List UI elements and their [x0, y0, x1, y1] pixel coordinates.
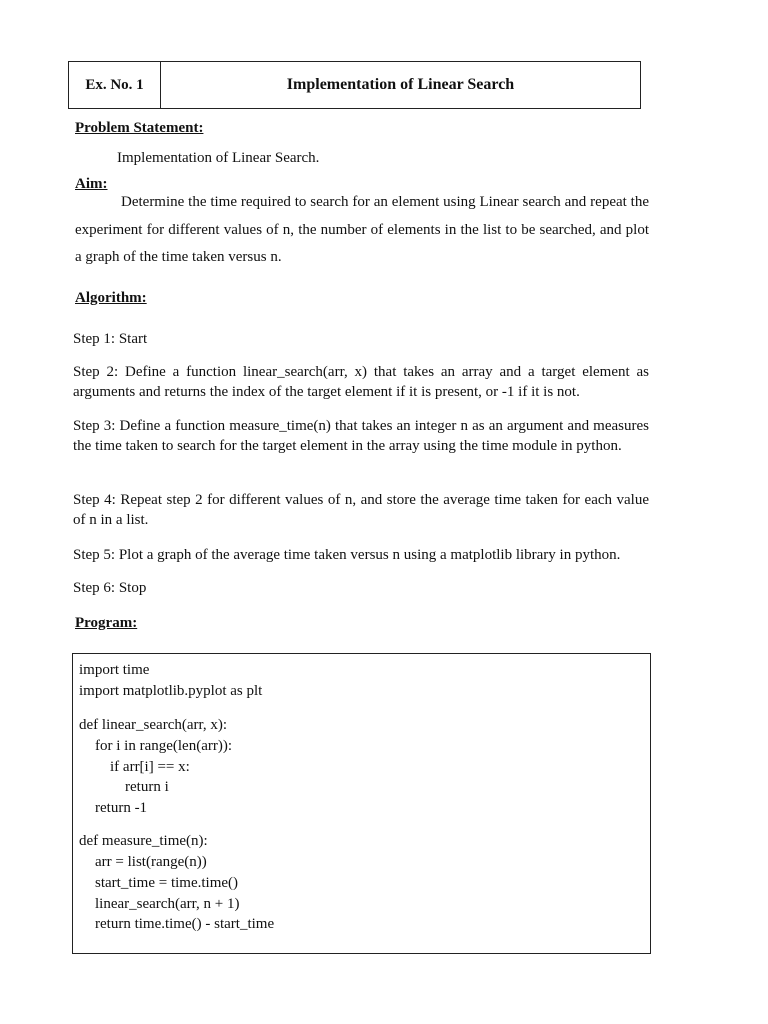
code-line: arr = list(range(n)): [95, 854, 207, 870]
problem-statement-text: Implementation of Linear Search.: [117, 150, 320, 166]
code-line: import matplotlib.pyplot as plt: [79, 683, 263, 699]
code-line: if arr[i] == x:: [110, 759, 190, 775]
code-line: return time.time() - start_time: [95, 916, 275, 932]
algorithm-step: Step 6: Stop: [73, 580, 147, 596]
algorithm-heading: Algorithm:: [75, 290, 147, 306]
algorithm-step: Step 5: Plot a graph of the average time taken versus n using a matplotlib library in python.: [73, 547, 621, 563]
exercise-title: Implementation of Linear Search: [286, 76, 515, 93]
code-line: import time: [79, 662, 150, 678]
aim-heading: Aim:: [75, 176, 108, 192]
program-code-box: [72, 653, 651, 954]
algorithm-step: Step 2: Define a function linear_search(arr, x) that takes an array and a target element as arguments and returns the index of the target element if it is present, or -1 if it is not.: [73, 364, 649, 400]
algorithm-step: Step 4: Repeat step 2 for different values of n, and store the average time taken for each value of n in a list.: [73, 492, 649, 528]
code-line: linear_search(arr, n + 1): [95, 896, 240, 912]
code-line: return i: [125, 779, 169, 795]
algorithm-step: Step 3: Define a function measure_time(n) that takes an integer n as an argument and measures the time taken to search for the target element in the array using the time module in python.: [73, 418, 649, 454]
exercise-number: Ex. No. 1: [69, 62, 161, 108]
code-line: start_time = time.time(): [95, 875, 239, 891]
problem-statement-heading: Problem Statement:: [75, 120, 204, 136]
aim-text: Determine the time required to search for an element using Linear search and repeat the experiment for different values of n, the number of elements in the list to be searched, and plot a graph of the time taken versus n.: [75, 194, 649, 265]
code-line: def linear_search(arr, x):: [79, 717, 228, 733]
exercise-header: [68, 61, 641, 109]
code-line: return -1: [95, 800, 148, 816]
code-line: for i in range(len(arr)):: [95, 738, 233, 754]
algorithm-step: Step 1: Start: [73, 331, 148, 347]
program-heading: Program:: [75, 615, 138, 631]
code-line: def measure_time(n):: [79, 833, 208, 849]
